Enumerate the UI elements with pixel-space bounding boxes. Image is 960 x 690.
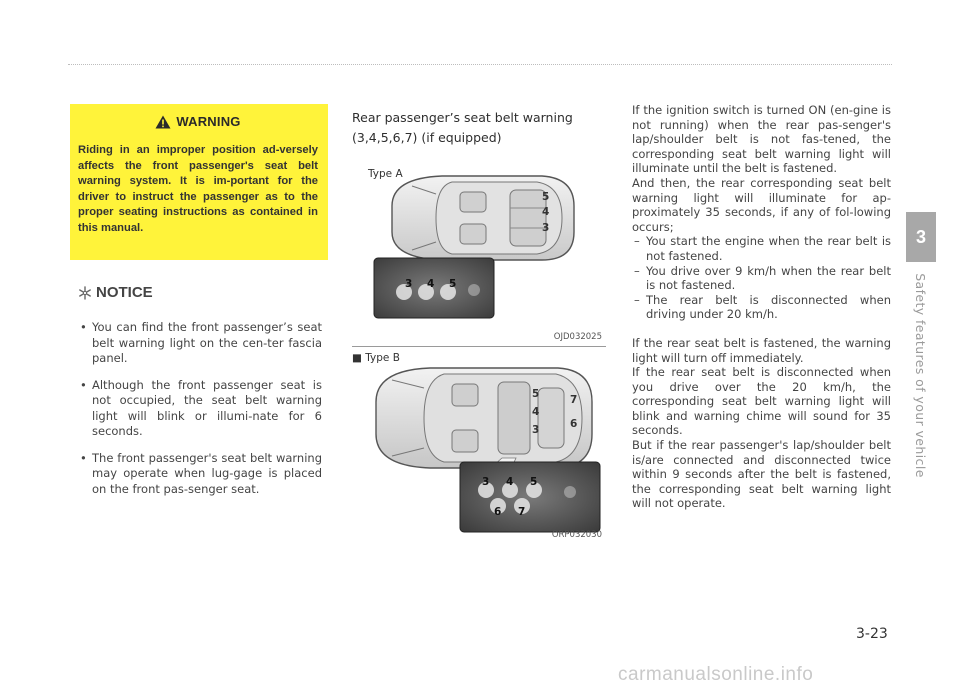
notice-title: NOTICE <box>96 284 153 301</box>
seat-number: 7 <box>570 394 578 406</box>
seat-number: 3 <box>542 222 550 234</box>
seat-number: 4 <box>542 206 550 218</box>
chapter-tab[interactable]: 3 <box>906 212 936 262</box>
paragraph: If the rear seat belt is disconnected when you drive over the 20 km/h, the corresponding seat belt warning light will blink and warning chime will sound for 35 seconds. <box>632 365 891 438</box>
asterisk-icon <box>78 286 92 300</box>
panel-number: 3 <box>405 278 413 290</box>
warning-title: WARNING <box>176 114 241 129</box>
page-number: 3-23 <box>856 626 888 642</box>
figure-a-label: Type A <box>368 168 403 180</box>
panel-number: 3 <box>482 476 490 488</box>
panel-number: 6 <box>494 506 502 518</box>
top-divider <box>68 64 892 65</box>
bullet-icon: • <box>80 377 87 392</box>
notice-item: • You can find the front passenger’s seat belt warning light on the cen-ter fascia panel. <box>80 320 322 365</box>
panel-number: 4 <box>427 278 435 290</box>
figure-b-code: ORP032030 <box>551 530 602 540</box>
seat-number: 6 <box>570 418 578 430</box>
panel-number: 5 <box>530 476 538 488</box>
notice-list <box>78 320 322 508</box>
warning-text: Riding in an improper position ad-versely affects the front passenger's seat belt warning system. It is im-portant for the driver to instruct the passenger as to the proper seating instructions as contained in this manual. <box>78 144 318 234</box>
dash-item: – The rear belt is disconnected when driving under 20 km/h. <box>634 292 891 322</box>
panel-number: 4 <box>506 476 514 488</box>
car-top-view-illustration-b <box>352 348 606 544</box>
notice-item: • Although the front passenger seat is not occupied, the seat belt warning light will blink or illumi-nate for 6 seconds. <box>80 377 322 438</box>
watermark: carmanualsonline.info <box>618 664 814 685</box>
figure-divider <box>352 346 606 347</box>
paragraph: If the ignition switch is turned ON (en-gine is not running) when the rear pas-senger's lap/shoulder belt is not fas-tened, the corresponding seat belt warning light will illuminate until the belt is fastened. <box>632 103 891 176</box>
dash-item: – You drive over 9 km/h when the rear belt is not fastened. <box>634 263 891 293</box>
paragraph: And then, the rear corresponding seat belt warning light will illuminate for ap-proximately 35 seconds, if any of fol-lowing occurs; <box>632 175 891 234</box>
figure-a-code: OJD032025 <box>553 332 602 342</box>
seat-number: 4 <box>532 406 540 418</box>
paragraph: But if the rear passenger's lap/shoulder belt is/are connected and disconnected twice within 9 seconds after the belt is fastened, the corresponding seat belt warning light will not operate. <box>632 438 891 511</box>
panel-number: 5 <box>449 278 457 290</box>
figure-type-a <box>352 166 606 346</box>
figure-b-label: ■ Type B <box>352 352 400 364</box>
warning-triangle-icon <box>155 115 171 129</box>
notice-header <box>78 284 153 301</box>
bullet-icon: • <box>80 320 87 334</box>
warning-box <box>70 104 328 260</box>
bullet-icon: • <box>80 450 87 465</box>
notice-item: • The front passenger's seat belt warning may operate when lug-gage is placed on the front pas-senger seat. <box>80 450 322 496</box>
section-title: Rear passenger’s seat belt warning (3,4,5,6,7) (if equipped) <box>352 110 573 145</box>
panel-number: 7 <box>518 506 526 518</box>
seat-number: 5 <box>532 388 540 400</box>
seat-number: 3 <box>532 424 540 436</box>
dash-item: – You start the engine when the rear belt is not fastened. <box>634 234 891 263</box>
paragraph: If the rear seat belt is fastened, the warning light will turn off immediately. <box>632 335 891 365</box>
chapter-title: Safety features of your vehicle <box>912 272 928 478</box>
figure-type-b <box>352 348 606 544</box>
warning-header <box>78 114 318 129</box>
car-top-view-illustration-a <box>352 166 606 346</box>
seat-number: 5 <box>542 191 550 203</box>
right-column <box>632 103 891 511</box>
